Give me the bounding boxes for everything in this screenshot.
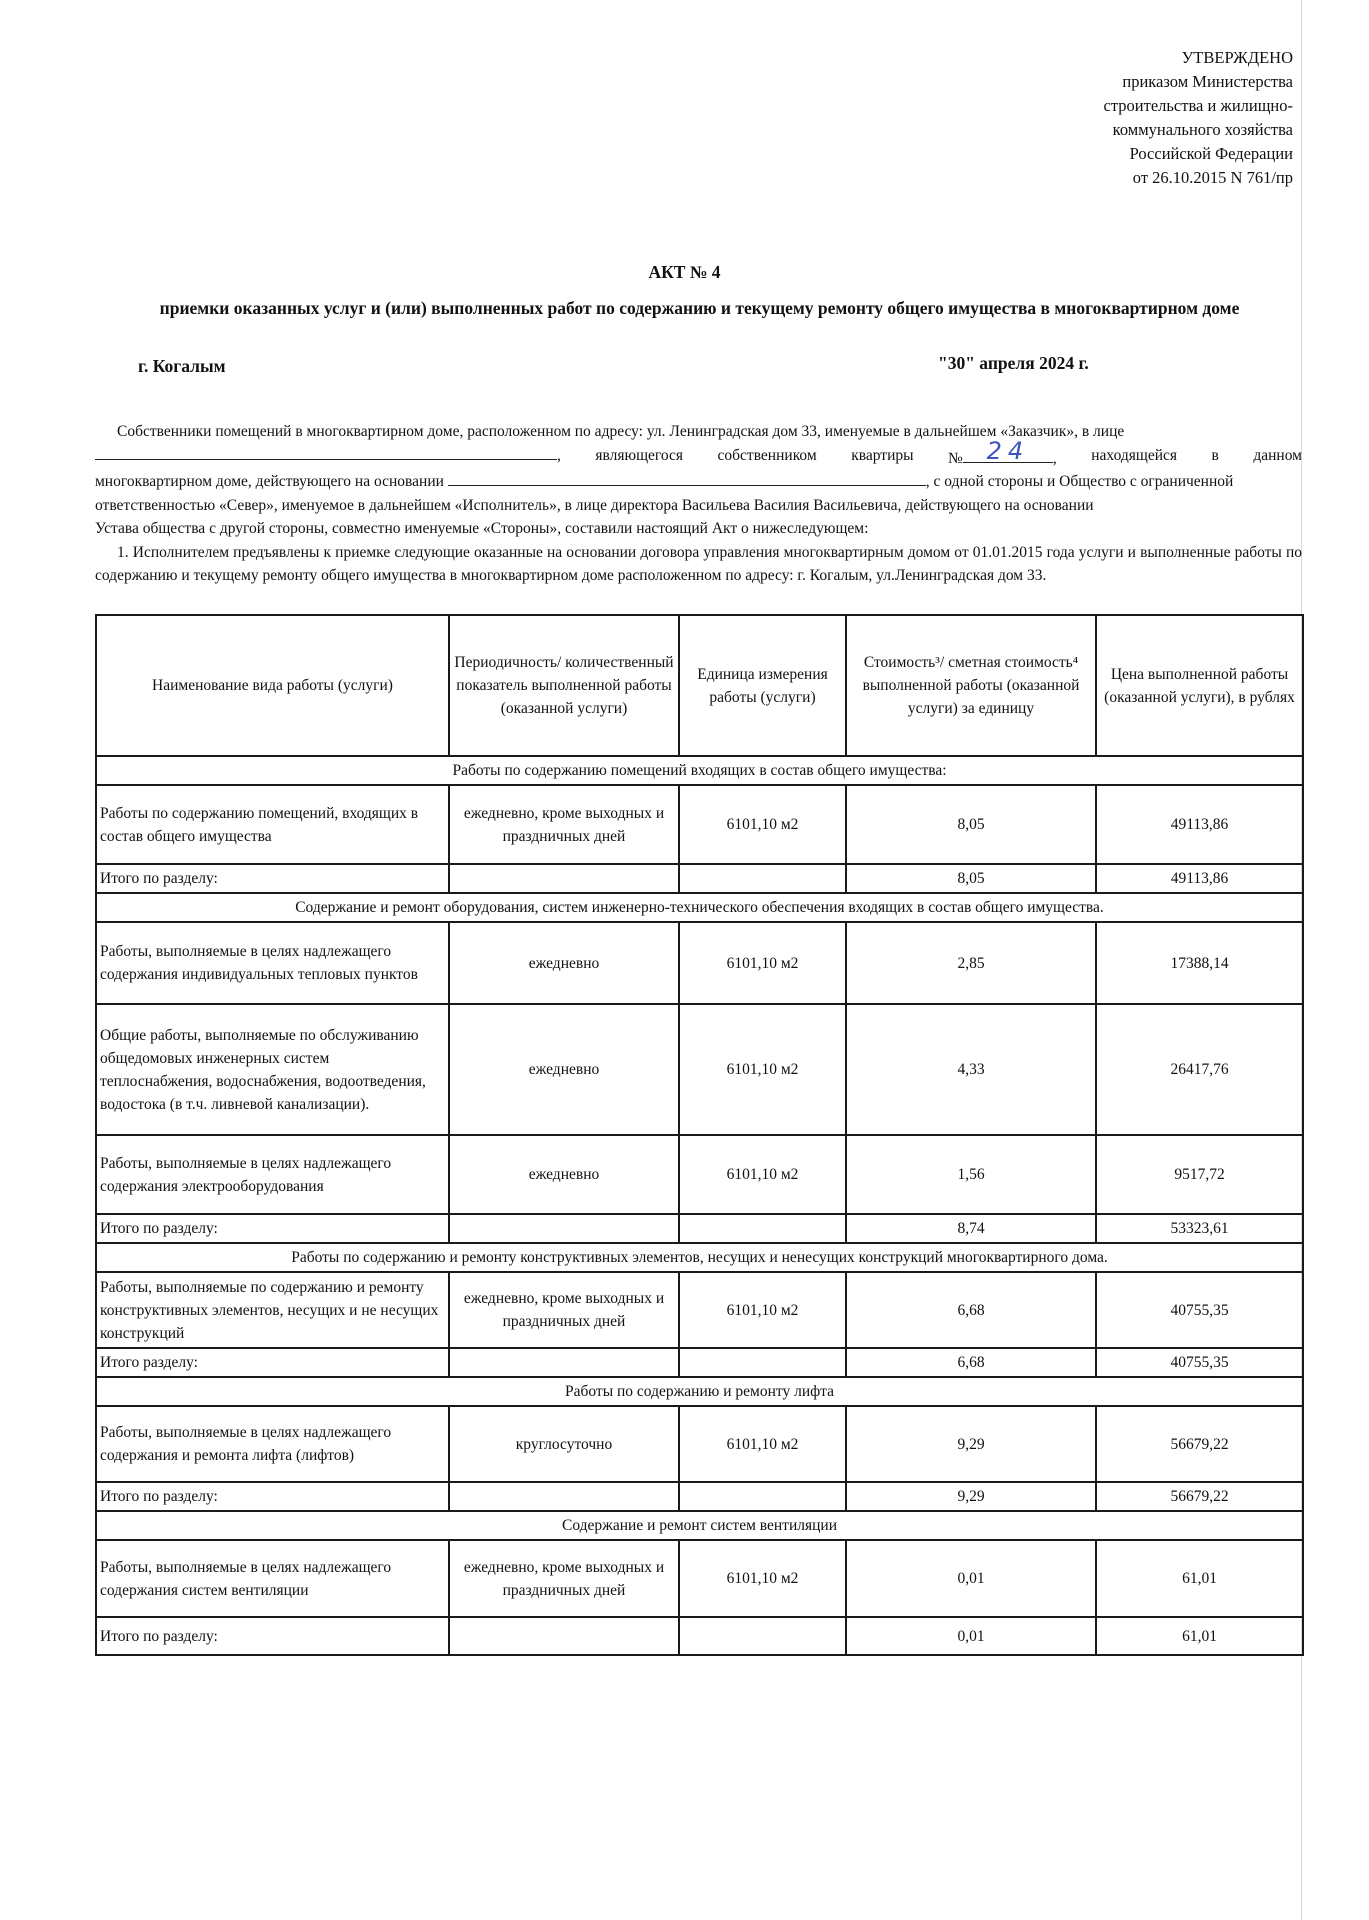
- cell-unit: 6101,10 м2: [679, 1272, 846, 1348]
- total-price: 49113,86: [1096, 864, 1303, 893]
- act-subtitle: приемки оказанных услуг и (или) выполненных работ по содержанию и текущему ремонту общего имущества в многоквартирном доме: [159, 298, 1240, 318]
- cell-price: 61,01: [1096, 1540, 1303, 1617]
- empty-cell: [449, 1617, 679, 1655]
- cell-periodicity: ежедневно, кроме выходных и праздничных дней: [449, 1272, 679, 1348]
- preamble: [95, 420, 1302, 588]
- section-title-row: [96, 1511, 1303, 1540]
- table-row: [96, 922, 1303, 1004]
- approval-line: приказом Министерства: [1122, 72, 1293, 91]
- blank-field: [963, 436, 1053, 465]
- section-total-row: [96, 1214, 1303, 1243]
- cell-name: Работы, выполняемые в целях надлежащего содержания электрооборудования: [96, 1135, 449, 1214]
- section-title: Работы по содержанию и ремонту конструктивных элементов, несущих и ненесущих конструкций многоквартирного дома.: [96, 1243, 1303, 1272]
- total-price: 61,01: [1096, 1617, 1303, 1655]
- cell-price: 56679,22: [1096, 1406, 1303, 1482]
- cell-name: Работы, выполняемые в целях надлежащего содержания систем вентиляции: [96, 1540, 449, 1617]
- section-title: Работы по содержанию и ремонту лифта: [96, 1377, 1303, 1406]
- total-label: Итого по разделу:: [96, 1482, 449, 1511]
- cell-name: Общие работы, выполняемые по обслуживанию общедомовых инженерных систем теплоснабжения, водоснабжения, водоотведения, водостока (в т.ч. ливневой канализации).: [96, 1004, 449, 1135]
- empty-cell: [449, 1482, 679, 1511]
- owner-name-field: ,: [95, 444, 561, 471]
- cell-name: Работы по содержанию помещений, входящих в состав общего имущества: [96, 785, 449, 864]
- table-row: [96, 1004, 1303, 1135]
- column-header-unit-cost: Стоимость³/ сметная стоимость⁴ выполненной работы (оказанной услуги) за единицу: [846, 615, 1096, 756]
- blank-field: [448, 471, 926, 486]
- section-total-row: [96, 1482, 1303, 1511]
- empty-cell: [449, 1214, 679, 1243]
- section-title-row: [96, 756, 1303, 785]
- cell-price: 40755,35: [1096, 1272, 1303, 1348]
- section-title: Содержание и ремонт систем вентиляции: [96, 1511, 1303, 1540]
- act-date: "30" апреля 2024 г.: [938, 353, 1089, 373]
- approval-line: коммунального хозяйства: [1112, 120, 1293, 139]
- column-header-periodicity: Периодичность/ количественный показатель выполненной работы (оказанной услуги): [449, 615, 679, 756]
- cell-price: 9517,72: [1096, 1135, 1303, 1214]
- approval-line: строительства и жилищно-: [1103, 96, 1293, 115]
- total-label: Итого по разделу:: [96, 864, 449, 893]
- approval-line: Российской Федерации: [1129, 144, 1293, 163]
- section-title: Работы по содержанию помещений входящих в состав общего имущества:: [96, 756, 1303, 785]
- cell-unit-cost: 0,01: [846, 1540, 1096, 1617]
- cell-unit-cost: 4,33: [846, 1004, 1096, 1135]
- empty-cell: [679, 1482, 846, 1511]
- section-title: Содержание и ремонт оборудования, систем инженерно-технического обеспечения входящих в состав общего имущества.: [96, 893, 1303, 922]
- section-title-row: [96, 1377, 1303, 1406]
- cell-unit-cost: 6,68: [846, 1272, 1096, 1348]
- cell-name: Работы, выполняемые по содержанию и ремонту конструктивных элементов, несущих и не несущих конструкций: [96, 1272, 449, 1348]
- total-price: 53323,61: [1096, 1214, 1303, 1243]
- cell-unit: 6101,10 м2: [679, 1540, 846, 1617]
- cell-periodicity: ежедневно: [449, 922, 679, 1004]
- cell-price: 17388,14: [1096, 922, 1303, 1004]
- preamble-line: Устава общества с другой стороны, совместно именуемые «Стороны», составили настоящий Акт о нижеследующем:: [95, 520, 869, 537]
- empty-cell: [449, 1348, 679, 1377]
- table-row: [96, 1135, 1303, 1214]
- total-unit-cost: 6,68: [846, 1348, 1096, 1377]
- approval-line: УТВЕРЖДЕНО: [1181, 48, 1293, 67]
- column-header-price: Цена выполненной работы (оказанной услуги), в рублях: [1096, 615, 1303, 756]
- total-price: 56679,22: [1096, 1482, 1303, 1511]
- table-row: [96, 785, 1303, 864]
- empty-cell: [449, 864, 679, 893]
- total-unit-cost: 0,01: [846, 1617, 1096, 1655]
- total-unit-cost: 8,05: [846, 864, 1096, 893]
- cell-periodicity: круглосуточно: [449, 1406, 679, 1482]
- cell-price: 26417,76: [1096, 1004, 1303, 1135]
- preamble-line: Собственники помещений в многоквартирном доме, расположенном по адресу: ул. Ленинградская дом 33, именуемые в дальнейшем «Заказчик», в лице: [117, 423, 1125, 440]
- preamble-paragraph-1: 1. Исполнителем предъявлены к приемке следующие оказанные на основании договора управления многоквартирным домом от 01.01.2015 года услуги и выполненные работы по содержанию и текущему ремонту общего имущества в многоквартирном доме расположенном по адресу: г. Когалым, ул.Ленинградская дом 33.: [95, 543, 1302, 584]
- apartment-number-field: № 24 ,: [948, 436, 1057, 467]
- cell-unit-cost: 9,29: [846, 1406, 1096, 1482]
- total-label: Итого по разделу:: [96, 1214, 449, 1243]
- section-total-row: [96, 1617, 1303, 1655]
- column-header-unit: Единица измерения работы (услуги): [679, 615, 846, 756]
- cell-name: Работы, выполняемые в целях надлежащего содержания и ремонта лифта (лифтов): [96, 1406, 449, 1482]
- act-title: АКТ № 4: [648, 262, 721, 282]
- cell-periodicity: ежедневно: [449, 1004, 679, 1135]
- works-table: [95, 614, 1304, 1656]
- total-unit-cost: 9,29: [846, 1482, 1096, 1511]
- cell-unit: 6101,10 м2: [679, 1406, 846, 1482]
- empty-cell: [679, 864, 846, 893]
- empty-cell: [679, 1617, 846, 1655]
- cell-name: Работы, выполняемые в целях надлежащего содержания индивидуальных тепловых пунктов: [96, 922, 449, 1004]
- cell-unit: 6101,10 м2: [679, 1004, 846, 1135]
- section-total-row: [96, 864, 1303, 893]
- total-price: 40755,35: [1096, 1348, 1303, 1377]
- cell-unit: 6101,10 м2: [679, 785, 846, 864]
- table-row: [96, 1540, 1303, 1617]
- cell-unit-cost: 8,05: [846, 785, 1096, 864]
- apartment-number-handwritten: 24: [986, 436, 1030, 465]
- section-title-row: [96, 893, 1303, 922]
- preamble-line: ответственностью «Север», именуемое в дальнейшем «Исполнитель», в лице директора Васильева Василия Васильевича, действующего на основании: [95, 496, 1094, 514]
- section-total-row: [96, 1348, 1303, 1377]
- section-title-row: [96, 1243, 1303, 1272]
- cell-periodicity: ежедневно, кроме выходных и праздничных дней: [449, 785, 679, 864]
- preamble-owner-line: , являющегося собственником квартиры № 24 , находящейся в данном: [95, 444, 1302, 471]
- cell-periodicity: ежедневно: [449, 1135, 679, 1214]
- empty-cell: [679, 1214, 846, 1243]
- total-label: Итого по разделу:: [96, 1617, 449, 1655]
- cell-unit-cost: 2,85: [846, 922, 1096, 1004]
- table-header-row: [96, 615, 1303, 756]
- cell-periodicity: ежедневно, кроме выходных и праздничных дней: [449, 1540, 679, 1617]
- total-unit-cost: 8,74: [846, 1214, 1096, 1243]
- blank-field: [95, 445, 557, 460]
- empty-cell: [679, 1348, 846, 1377]
- approval-stamp: [1104, 46, 1293, 190]
- column-header-name: Наименование вида работы (услуги): [96, 615, 449, 756]
- cell-price: 49113,86: [1096, 785, 1303, 864]
- cell-unit: 6101,10 м2: [679, 1135, 846, 1214]
- table-row: [96, 1406, 1303, 1482]
- approval-line: от 26.10.2015 N 761/пр: [1132, 168, 1293, 187]
- act-city: г. Когалым: [138, 356, 226, 376]
- cell-unit: 6101,10 м2: [679, 922, 846, 1004]
- preamble-basis-line: многоквартирном доме, действующего на основании , с одной стороны и Общество с ограниченной: [95, 473, 1234, 490]
- cell-unit-cost: 1,56: [846, 1135, 1096, 1214]
- table-row: [96, 1272, 1303, 1348]
- total-label: Итого разделу:: [96, 1348, 449, 1377]
